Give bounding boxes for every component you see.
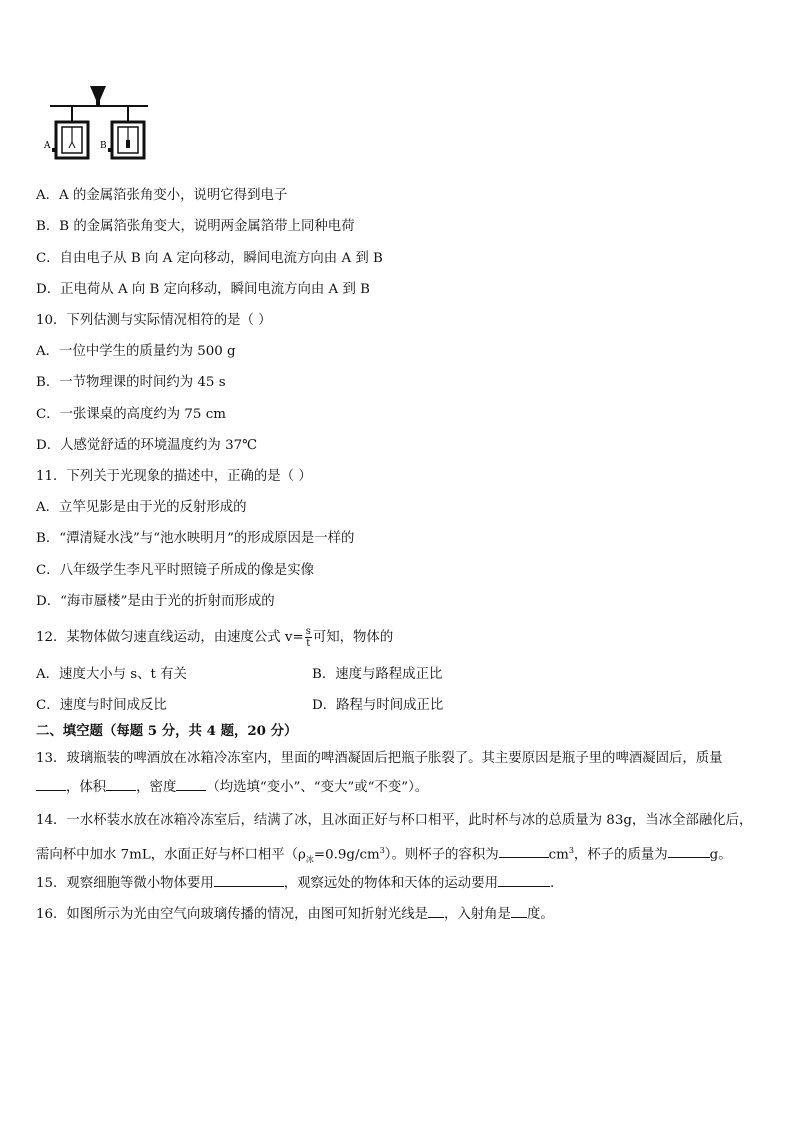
q11-option-d: D．“海市蜃楼”是由于光的折射而形成的 [36, 594, 275, 609]
q11-option-c: C．八年级学生李凡平时照镜子所成的像是实像 [36, 563, 315, 578]
q10-option-c: C．一张课桌的高度约为 75 cm [36, 407, 226, 422]
q13-blank-mass[interactable] [36, 778, 66, 791]
q15-blank-2[interactable] [498, 874, 550, 887]
q14-text-c: ）。则杯子的容积为 [384, 847, 499, 863]
q13-line1: 13．玻璃瓶装的啤酒放在冰箱冷冻室内，里面的啤酒凝固后把瓶子胀裂了。其主要原因是瓶子里的啤酒凝固后，质量 [36, 751, 723, 766]
q16-text-b: ，入射角是 [443, 907, 511, 922]
q13-text-b: ，密度 [136, 780, 177, 795]
electroscope-figure [36, 80, 156, 164]
q14-text-f: g。 [709, 847, 732, 863]
q13-text-a: ，体积 [66, 780, 107, 795]
q14-text-d: cm [548, 847, 569, 863]
q12-option-a: A．速度大小与 s、t 有关 [36, 667, 187, 682]
fraction-numerator: s [305, 626, 311, 637]
q9-option-d: D．正电荷从 A 向 B 定向移动，瞬间电流方向由 A 到 B [36, 282, 370, 297]
q12-option-d: D．路程与时间成正比 [312, 698, 444, 713]
q14-sup-3b: 3 [568, 846, 574, 855]
electroscope-b [108, 106, 144, 158]
label-a: A [44, 141, 51, 151]
q16-line [36, 905, 554, 924]
q14-line2 [36, 842, 732, 869]
q11-stem: 11．下列关于光现象的描述中，正确的是（ ） [36, 469, 312, 484]
q12-stem-before: 12．某物体做匀速直线运动，由速度公式 v= [36, 630, 304, 645]
q13-text-c: （均选填“变小”、“变大”或“不变”）。 [206, 780, 429, 795]
q15-text-c: . [549, 876, 555, 891]
q14-blank-volume[interactable] [499, 845, 549, 858]
q16-text-c: 度。 [526, 907, 554, 922]
q14-sup-3: 3 [379, 846, 385, 855]
q10-option-d: D．人感觉舒适的环境温度约为 37℃ [36, 438, 258, 453]
q13-line2 [36, 778, 428, 797]
q15-line [36, 874, 554, 893]
q16-blank-angle[interactable] [511, 905, 527, 918]
q9-option-c: C．自由电子从 B 向 A 定向移动，瞬间电流方向由 A 到 B [36, 251, 383, 266]
electroscope-a [52, 106, 88, 158]
q12-stem [36, 626, 393, 649]
q13-blank-volume[interactable] [106, 778, 136, 791]
section-fill-in-title: 二、填空题（每题 5 分，共 4 题，20 分） [36, 723, 298, 739]
q14-sub-ice: 冰 [305, 855, 314, 865]
q14-text-e: ，杯子的质量为 [573, 847, 668, 863]
q14-text-a: 需向杯中加水 7mL，水面正好与杯口相平（ρ [36, 847, 306, 863]
label-b: B [100, 141, 107, 151]
q9-option-a: A．A 的金属箔张角变小，说明它得到电子 [36, 188, 288, 203]
q10-option-a: A．一位中学生的质量约为 500 g [36, 344, 236, 359]
q16-blank-ray[interactable] [428, 905, 444, 918]
q14-blank-mass[interactable] [668, 845, 710, 858]
q14-text-b: =0.9g/cm [313, 847, 380, 863]
q16-text-a: 16．如图所示为光由空气向玻璃传播的情况，由图可知折射光线是 [36, 907, 428, 922]
velocity-fraction [305, 626, 312, 649]
q12-option-c: C．速度与时间成反比 [36, 698, 167, 713]
q15-text-b: ，观察远处的物体和天体的运动要用 [283, 876, 498, 891]
q11-option-a: A．立竿见影是由于光的反射形成的 [36, 500, 247, 515]
q9-option-b: B．B 的金属箔张角变大，说明两金属箔带上同种电荷 [36, 219, 355, 234]
q11-option-b: B．“潭清疑水浅”与“池水映明月”的形成原因是一样的 [36, 531, 355, 546]
q13-blank-density[interactable] [176, 778, 206, 791]
q15-blank-1[interactable] [214, 874, 284, 887]
q14-line1: 14．一水杯装水放在冰箱冷冻室后，结满了冰，且冰面正好与杯口相平，此时杯与冰的总质量为 83g，当冰全部融化后， [36, 813, 753, 828]
fraction-denominator: t [306, 638, 311, 649]
q12-option-b: B．速度与路程成正比 [312, 667, 443, 682]
q10-stem: 10．下列估测与实际情况相符的是（ ） [36, 313, 272, 328]
q12-stem-after: 可知，物体的 [312, 630, 394, 645]
q10-option-b: B．一节物理课的时间约为 45 s [36, 375, 226, 390]
insulating-handle-icon [90, 86, 106, 100]
q15-text-a: 15．观察细胞等微小物体要用 [36, 876, 214, 891]
